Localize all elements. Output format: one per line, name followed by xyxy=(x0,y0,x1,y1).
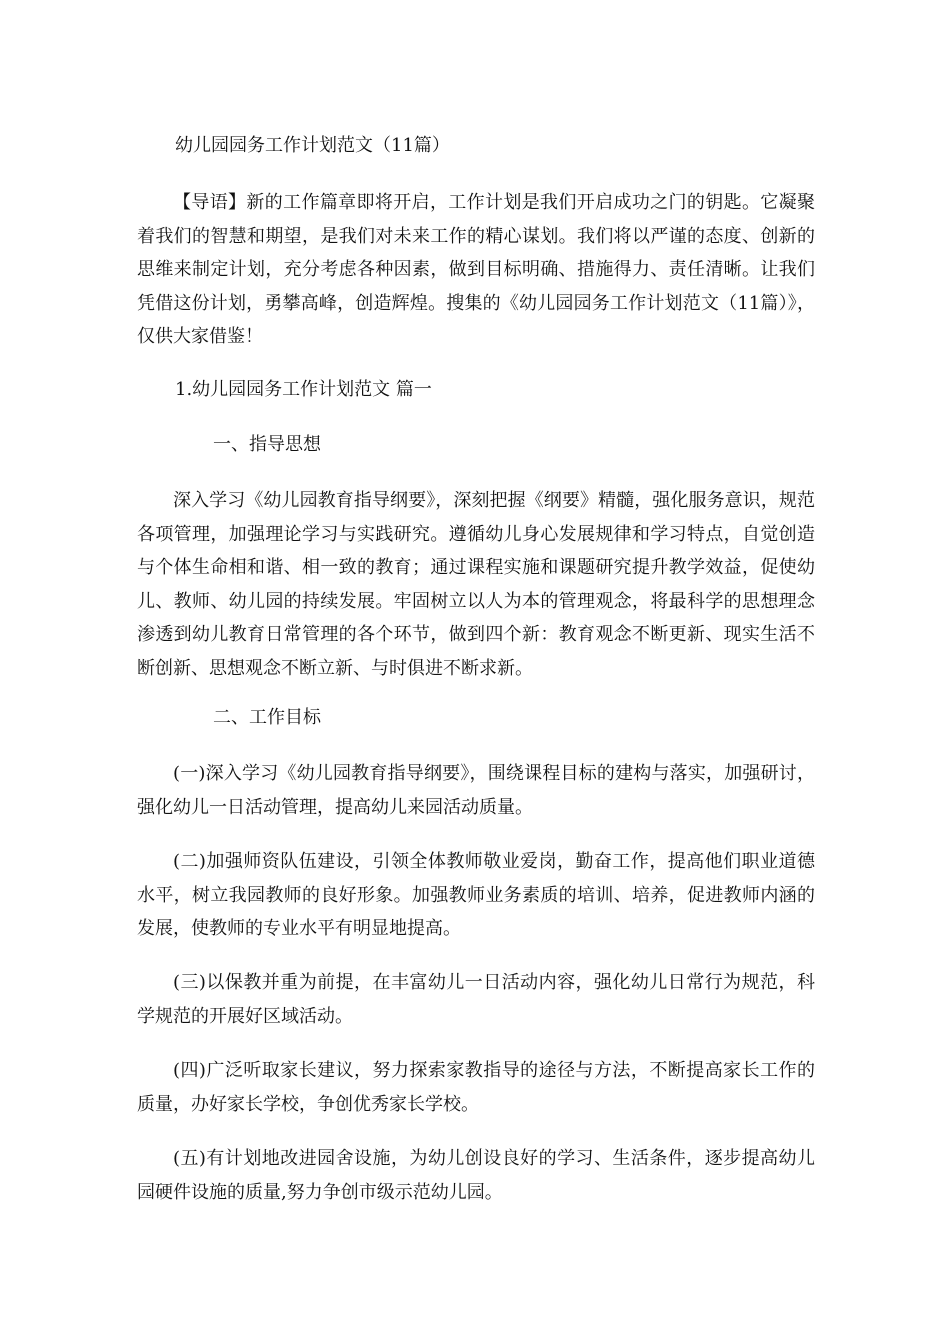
work-goal-item: (二)加强师资队伍建设，引领全体教师敬业爱岗，勤奋工作，提高他们职业道德水平，树立我园教师的良好形象。加强教师业务素质的培训、培养，促进教师内涵的发展，使教师的专业水平有明显地提高。 xyxy=(137,851,815,939)
work-goal-item: (三)以保教并重为前提，在丰富幼儿一日活动内容，强化幼儿日常行为规范，科学规范的开展好区域活动。 xyxy=(137,972,815,1027)
guiding-ideology-heading: 一、指导思想 xyxy=(213,434,321,455)
work-goal-item: (五)有计划地改进园舍设施，为幼儿创设良好的学习、生活条件，逐步提高幼儿园硬件设施的质量,努力争创市级示范幼儿园。 xyxy=(137,1148,815,1203)
document-title: 幼儿园园务工作计划范文（11篇） xyxy=(175,135,450,156)
work-goal-item: (四)广泛听取家长建议，努力探索家教指导的途径与方法，不断提高家长工作的质量，办好家长学校，争创优秀家长学校。 xyxy=(137,1060,815,1115)
intro-paragraph: 【导语】新的工作篇章即将开启，工作计划是我们开启成功之门的钥匙。它凝聚着我们的智慧和期望，是我们对未来工作的精心谋划。我们将以严谨的态度、创新的思维来制定计划，充分考虑各种因素，做到目标明确、措施得力、责任清晰。让我们凭借这份计划，勇攀高峰，创造辉煌。搜集的《幼儿园园务工作计划范文（11篇）》，仅供大家借鉴！ xyxy=(137,192,815,347)
section-heading: 1.幼儿园园务工作计划范文 篇一 xyxy=(175,379,432,400)
work-goals-heading: 二、工作目标 xyxy=(213,707,321,728)
guiding-ideology-paragraph: 深入学习《幼儿园教育指导纲要》，深刻把握《纲要》精髓，强化服务意识，规范各项管理，加强理论学习与实践研究。遵循幼儿身心发展规律和学习特点，自觉创造与个体生命相和谐、相一致的教育；通过课程实施和课题研究提升教学效益，促使幼儿、教师、幼儿园的持续发展。牢固树立以人为本的管理观念，将最科学的思想理念渗透到幼儿教育日常管理的各个环节，做到四个新：教育观念不断更新、现实生活不断创新、思想观念不断立新、与时俱进不断求新。 xyxy=(137,490,815,679)
work-goal-item: (一)深入学习《幼儿园教育指导纲要》，围绕课程目标的建构与落实，加强研讨，强化幼儿一日活动管理，提高幼儿来园活动质量。 xyxy=(137,763,815,818)
